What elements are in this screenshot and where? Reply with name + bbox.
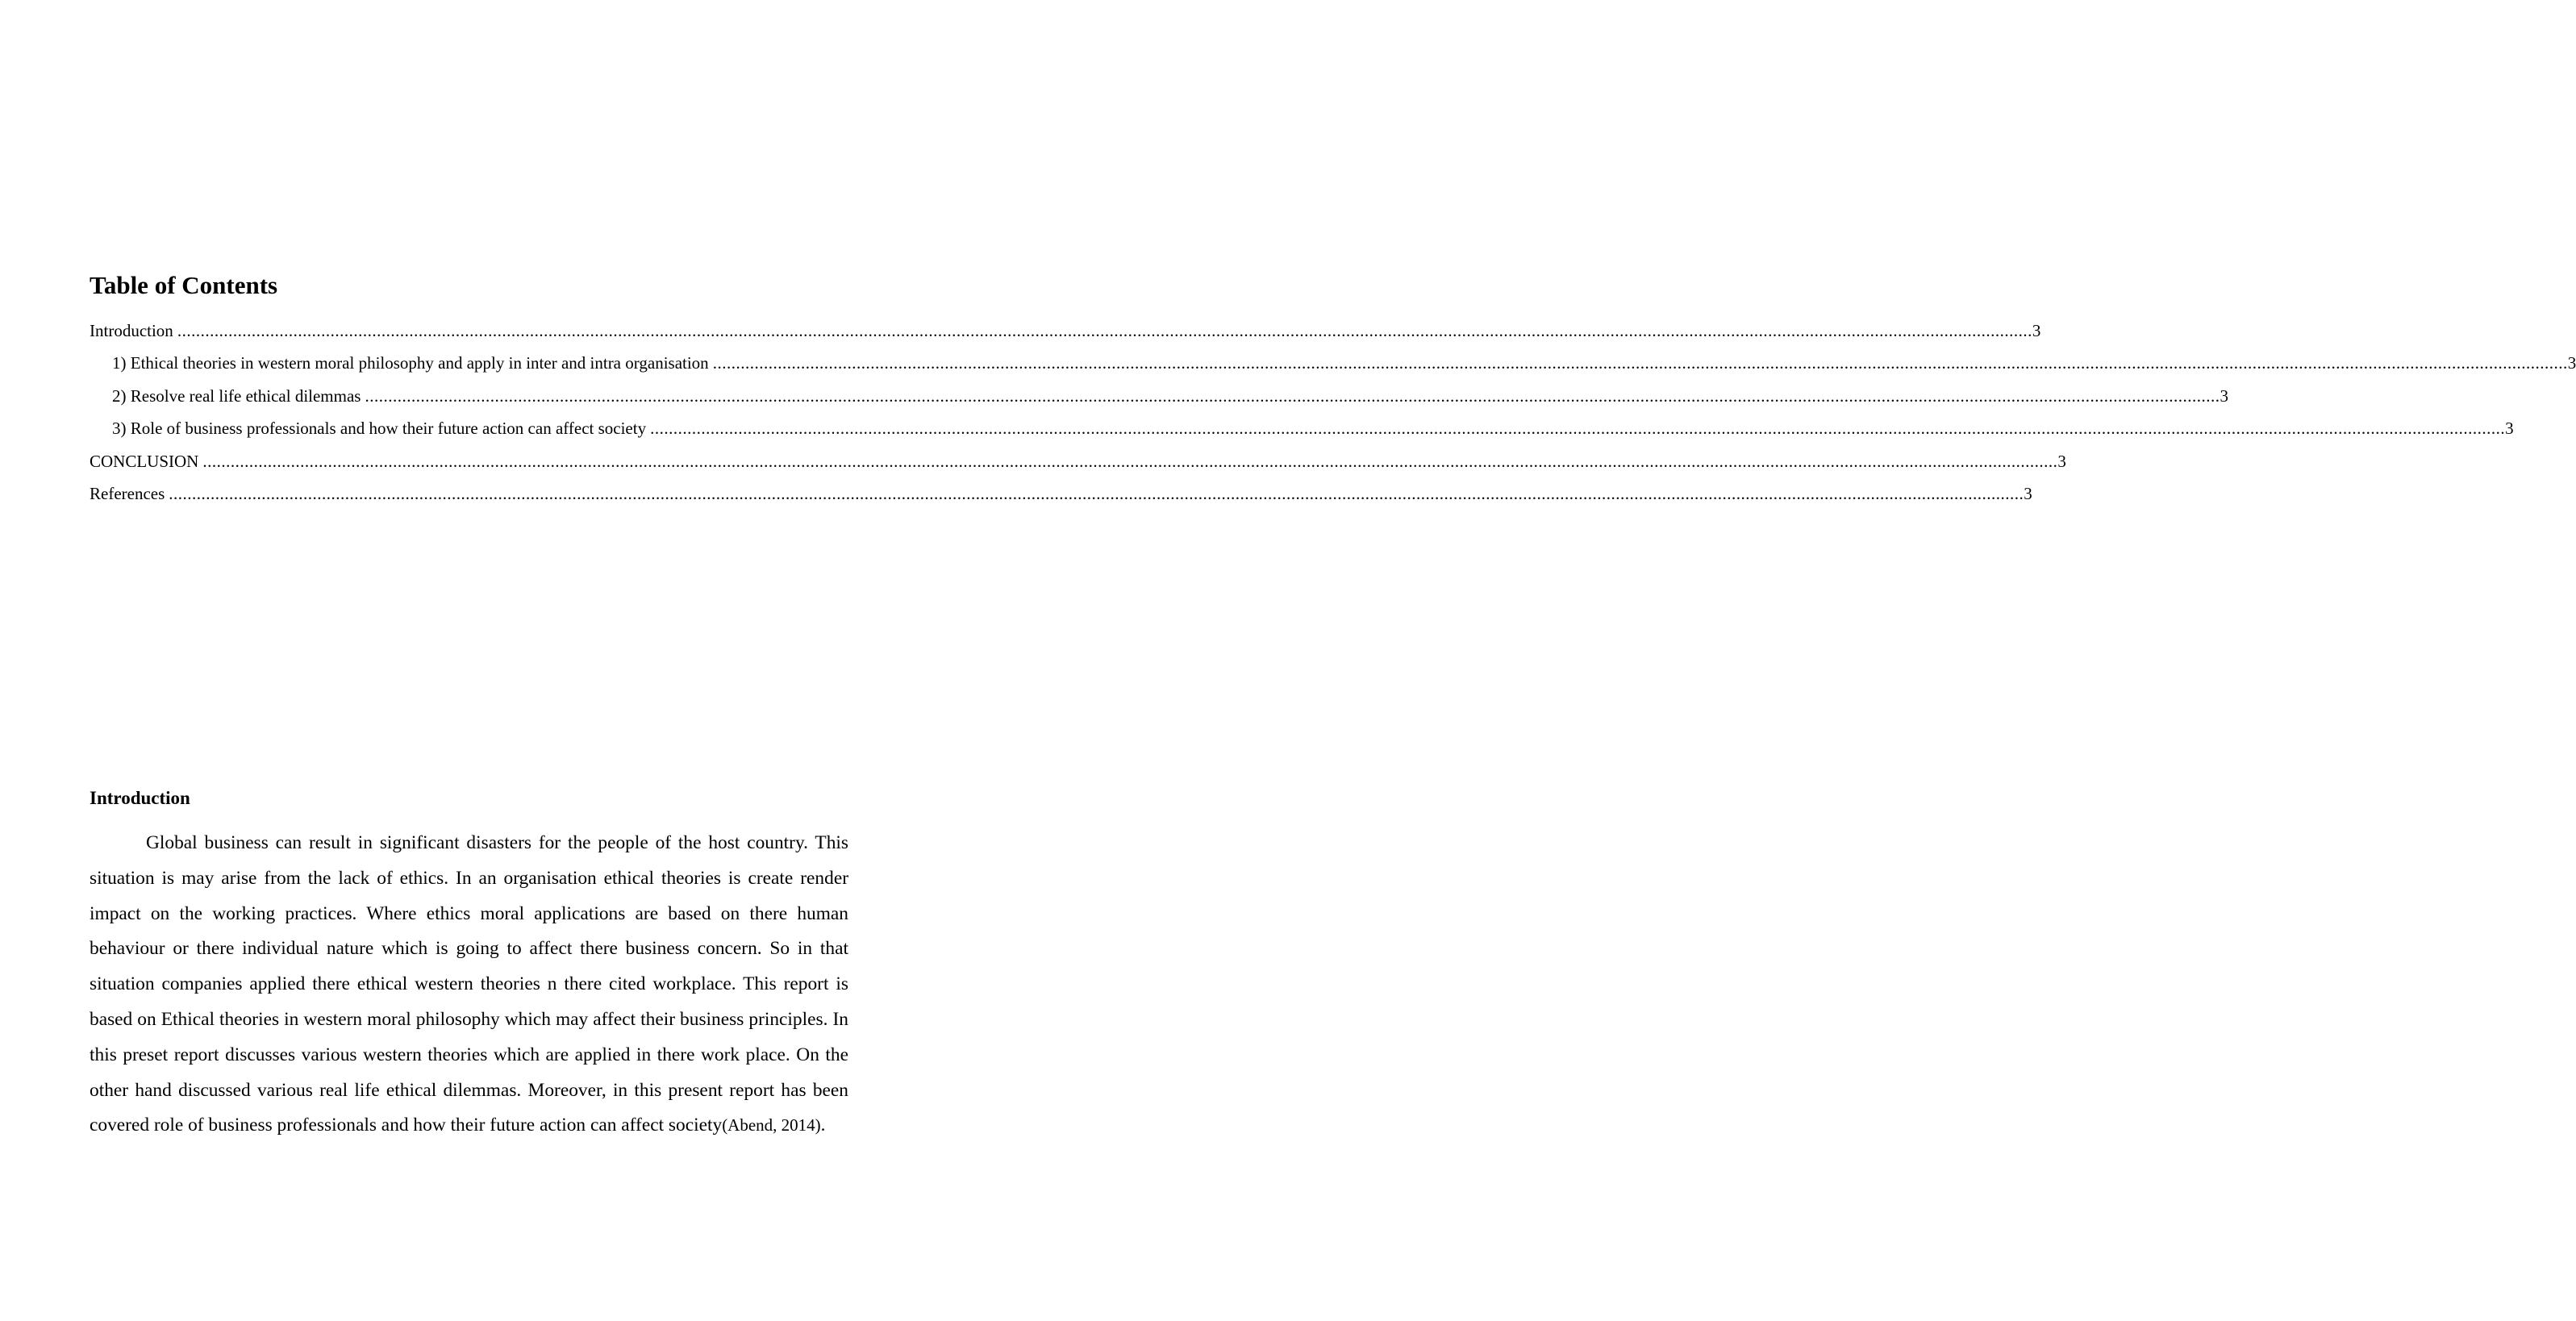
introduction-paragraph [90,826,848,1144]
toc-entry-label: CONCLUSION [90,451,199,471]
toc-leader-dots: ................................................................................................................................................................................................................................................................................................................................................................................................................ [177,321,2032,340]
toc-entry-label: Introduction [90,321,173,340]
toc-entry-label: References [90,483,165,503]
toc-entry-page: 3 [2567,353,2576,373]
toc-entry-conclusion[interactable] [90,450,2066,482]
toc-leader-dots: ................................................................................................................................................................................................................................................................................................................................................................................................................ [712,353,2568,373]
table-of-contents [90,319,2576,515]
toc-entry-ethical-theories[interactable] [90,352,2576,384]
toc-entry-introduction[interactable] [90,319,2041,352]
toc-entry-page: 3 [2505,419,2514,439]
toc-leader-dots: ................................................................................................................................................................................................................................................................................................................................................................................................................ [169,483,2024,503]
toc-entry-page: 3 [2024,483,2032,503]
toc-entry-label: 1) Ethical theories in western moral philosophy and apply in inter and intra organisation [112,353,709,373]
toc-entry-label: 2) Resolve real life ethical dilemmas [112,385,361,406]
introduction-heading: Introduction [90,788,190,808]
introduction-text: Global business can result in significant disasters for the people of the host country. This situation is may arise from the lack of ethics. In an organisation ethical theories is create render impact on the working practices. Where ethics moral applications are based on there human behaviour or there individual nature which is going to affect there business concern. So in that situation companies applied there ethical western theories n there cited workplace. This report is based on Ethical theories in western moral philosophy which may affect their business principles. In this preset report discusses various western theories which are applied in there work place. On the other hand discussed various real life ethical dilemmas. Moreover, in this present report has been covered role of business professionals and how their future action can affect society [90,832,848,1136]
toc-entry-page: 3 [2220,385,2228,406]
toc-entry-page: 3 [2057,451,2066,471]
toc-entry-label: 3) Role of business professionals and how their future action can affect society [112,419,647,439]
toc-title: Table of Contents [90,271,278,299]
toc-leader-dots: ................................................................................................................................................................................................................................................................................................................................................................................................................ [365,385,2220,406]
sentence-end: . [820,1115,826,1136]
toc-entry-business-professionals[interactable] [90,417,2514,449]
toc-entry-page: 3 [2032,321,2041,340]
toc-entry-ethical-dilemmas[interactable] [90,385,2228,417]
citation: (Abend, 2014) [722,1115,821,1136]
toc-leader-dots: ................................................................................................................................................................................................................................................................................................................................................................................................................ [650,419,2506,439]
toc-leader-dots: ................................................................................................................................................................................................................................................................................................................................................................................................................ [202,451,2058,471]
toc-entry-references[interactable] [90,482,2032,515]
